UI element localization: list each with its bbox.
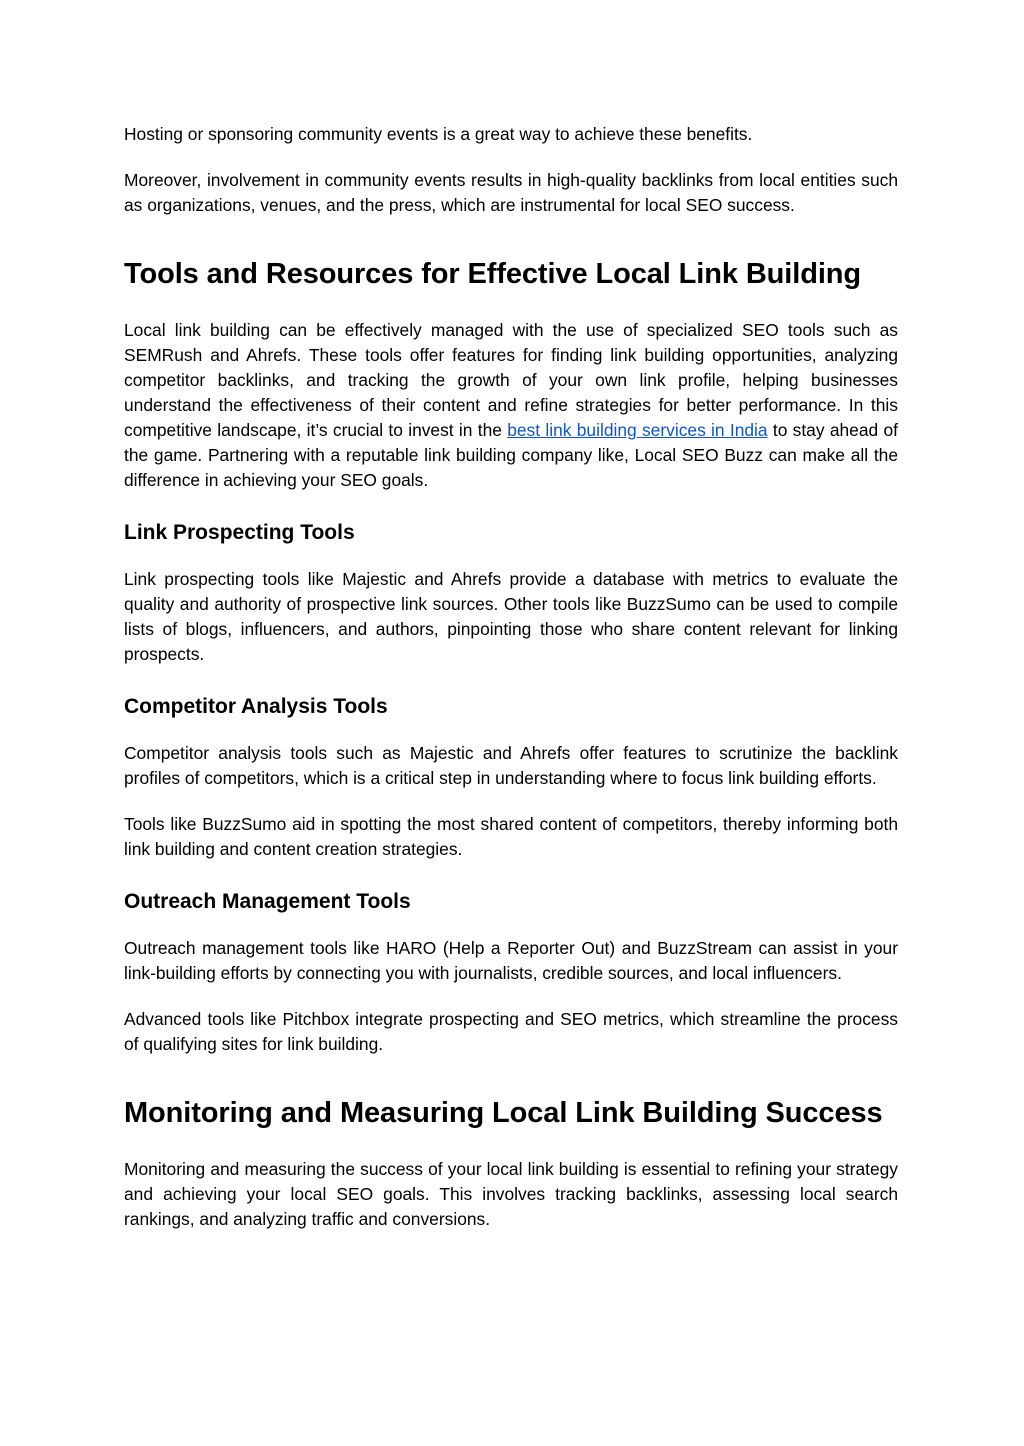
heading-outreach-management-tools: Outreach Management Tools [124, 890, 411, 913]
tools-paragraph [124, 318, 898, 493]
tools-paragraph-text-before: Local link building can be effectively managed with the use of specialized SEO tools such as SEMRush and Ahrefs. These tools offer features for finding link building opportunities, analyzing competitor backlinks, and tracking the growth of your own link profile, helping businesses understand the effectiveness of their content and refine strategies for better performance. In this competitive landscape, it’s crucial to invest in the [124, 320, 898, 440]
prospecting-paragraph: Link prospecting tools like Majestic and Ahrefs provide a database with metrics to evaluate the quality and authority of prospective link sources. Other tools like BuzzSumo can be used to compile lists of blogs, influencers, and authors, pinpointing those who share content relevant for linking prospects. [124, 569, 898, 664]
outreach-paragraph-1: Outreach management tools like HARO (Help a Reporter Out) and BuzzStream can assist in your link-building efforts by connecting you with journalists, credible sources, and local influencers. [124, 938, 898, 983]
heading-tools-resources: Tools and Resources for Effective Local Link Building [124, 258, 862, 290]
intro-paragraph-2: Moreover, involvement in community events results in high-quality backlinks from local entities such as organizations, venues, and the press, which are instrumental for local SEO success. [124, 170, 898, 215]
outreach-paragraph-2: Advanced tools like Pitchbox integrate prospecting and SEO metrics, which streamline the process of qualifying sites for link building. [124, 1009, 898, 1054]
monitoring-paragraph: Monitoring and measuring the success of your local link building is essential to refining your strategy and achieving your local SEO goals. This involves tracking backlinks, assessing local search rankings, and analyzing traffic and conversions. [124, 1159, 898, 1229]
link-best-link-building-services[interactable]: best link building services in India [507, 420, 768, 440]
document-page [124, 122, 898, 1232]
intro-paragraph-1: Hosting or sponsoring community events is a great way to achieve these benefits. [124, 124, 753, 144]
competitor-paragraph-1: Competitor analysis tools such as Majestic and Ahrefs offer features to scrutinize the backlink profiles of competitors, which is a critical step in understanding where to focus link building efforts. [124, 743, 898, 788]
heading-link-prospecting-tools: Link Prospecting Tools [124, 521, 355, 544]
heading-monitoring-measuring: Monitoring and Measuring Local Link Building Success [124, 1097, 883, 1129]
heading-competitor-analysis-tools: Competitor Analysis Tools [124, 695, 388, 718]
competitor-paragraph-2: Tools like BuzzSumo aid in spotting the most shared content of competitors, thereby informing both link building and content creation strategies. [124, 814, 898, 859]
tools-paragraph-text-after: to stay ahead of the game. Partnering with a reputable link building company like, Local SEO Buzz can make all the difference in achieving your SEO goals. [124, 420, 898, 490]
